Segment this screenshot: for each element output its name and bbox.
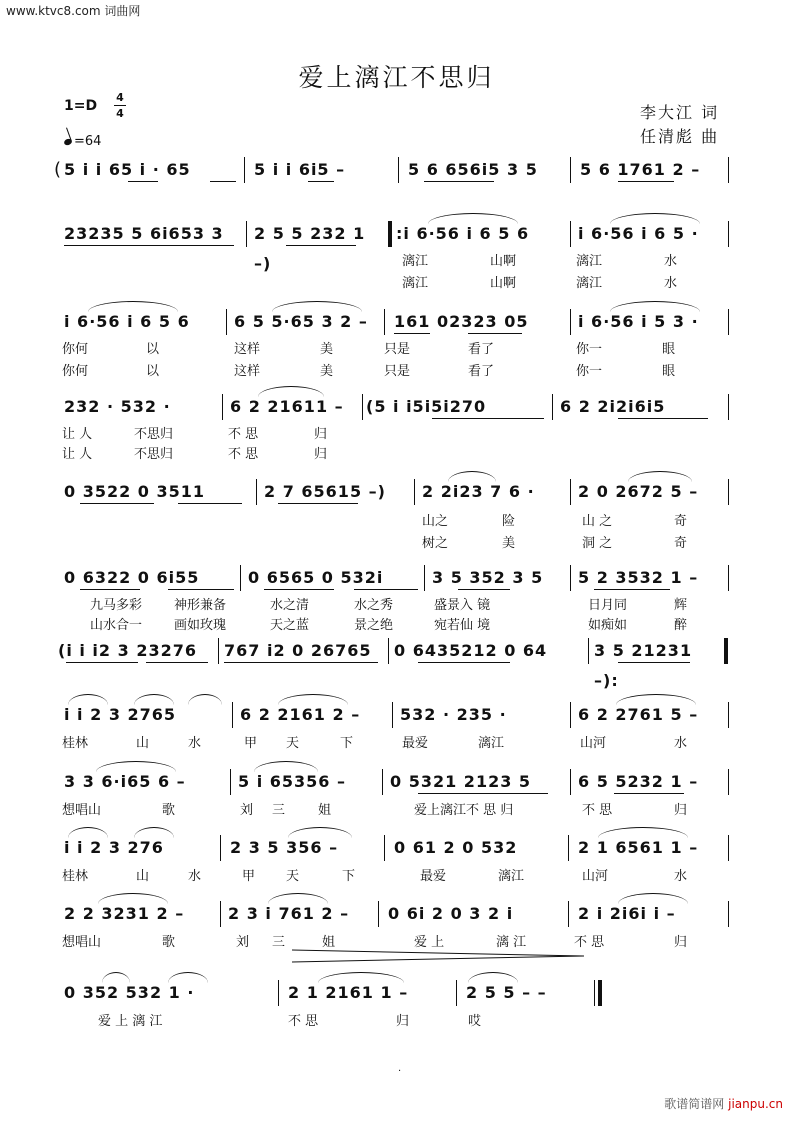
lyric-line: 你何 以 这样 美 只是 看了 你一 眼: [62, 342, 676, 357]
measure: 6 2 2761 5 –: [578, 705, 699, 724]
score-system-3: [58, 307, 730, 337]
quarter-note-icon: [63, 138, 73, 146]
lyric-line: 九马多彩 神形兼备 水之清 水之秀 盛景入 镜 日月同 辉: [90, 598, 688, 613]
score-system-7: [58, 636, 730, 690]
measure: 2 2i23 7 6 ·: [422, 482, 535, 501]
measure: 0 6435212 0 64: [394, 641, 548, 660]
footer-label: 歌谱简谱网: [664, 1097, 725, 1111]
lyric-line: 想唱山 歌 刘 三 姐 爱 上 漓 江 不 思 归: [62, 935, 688, 950]
measure: :i 6·56 i 6 5 6: [396, 224, 530, 243]
score-system-1: [54, 155, 730, 185]
measure: 0 352 532 1 ·: [64, 983, 195, 1002]
key-signature: 1=D: [64, 98, 98, 114]
score-system-11: [58, 899, 730, 929]
measure: i 6·56 i 5 3 ·: [578, 312, 699, 331]
measure: 23235 5 6i653 3: [64, 224, 224, 243]
measure: (5 i i5i5i270: [366, 397, 487, 416]
measure: 3 5 352 3 5: [432, 568, 544, 587]
measure: 767 i2 0 26765: [224, 641, 372, 660]
score-system-6: [58, 563, 730, 593]
measure: 2 5 5 232 1 –): [254, 224, 366, 273]
score-system-9: [58, 767, 730, 797]
score-system-4: [58, 392, 730, 422]
lyric-line: 山水合一 画如玫瑰 天之蓝 景之绝 宛若仙 境 如痴如 醉: [90, 618, 688, 633]
lyric-line: 桂林 山 水 甲 天 下 最爱 漓江 山河 水: [62, 736, 688, 751]
measure: 6 2 2161 2 –: [240, 705, 361, 724]
measure: 3 3 6·i65 6 –: [64, 772, 186, 791]
song-title: 爱上漓江不思归: [298, 63, 495, 92]
measure: 6 5 5·65 3 2 –: [234, 312, 368, 331]
measure: 2 0 2672 5 –: [578, 482, 699, 501]
lyric-line: 山之 险 山 之 奇: [422, 514, 688, 529]
measure: 6 5 5232 1 –: [578, 772, 699, 791]
lyric-line: 爱 上 漓 江 不 思 归 哎: [98, 1014, 482, 1029]
measure: 5 2 3532 1 –: [578, 568, 699, 587]
score-system-10: [58, 833, 730, 863]
footer-site: jianpu.cn: [728, 1097, 783, 1111]
score-system-5: [58, 477, 730, 507]
lyric-line: 漓江 山啊 漓江 水: [402, 254, 678, 269]
measure: 232 · 532 ·: [64, 397, 171, 416]
measure: 5 i 65356 –: [238, 772, 346, 791]
measure: 5 6 1761 2 –: [580, 160, 701, 179]
measure: 0 61 2 0 532: [394, 838, 518, 857]
measure: 5 i i 65 i · 65: [64, 160, 191, 179]
decorative-dot: ·: [398, 1066, 402, 1077]
time-signature-bottom: 4: [116, 107, 124, 120]
measure: 6 2 2i2i6i5: [560, 397, 666, 416]
decrescendo-hairpin: [292, 948, 584, 964]
measure: 532 · 235 ·: [400, 705, 507, 724]
measure: 3 5 21231 –):: [594, 641, 693, 690]
measure: 2 7 65615 –): [264, 482, 386, 501]
lyricist-credit: 李大江 词: [640, 103, 720, 122]
measure: 2 5 5 – –: [466, 983, 547, 1002]
measure: 2 3 5 356 –: [230, 838, 339, 857]
tempo-marking: =64: [64, 134, 101, 149]
measure: 2 3 i 761 2 –: [228, 904, 350, 923]
measure: 2 i 2i6i i –: [578, 904, 676, 923]
lyric-line: 想唱山 歌 刘 三 姐 爱上漓江不 思 归 不 思 归: [62, 803, 688, 818]
measure: 2 1 6561 1 –: [578, 838, 699, 857]
measure: 5 i i 6i5 –: [254, 160, 346, 179]
measure: i i 2 3 276: [64, 838, 164, 857]
measure: 0 5321 2123 5: [390, 772, 532, 791]
measure: 0 3522 0 3511: [64, 482, 206, 501]
time-signature-top: 4: [116, 91, 124, 104]
measure: i 6·56 i 6 5 6: [64, 312, 190, 331]
composer-credit: 任清彪 曲: [640, 127, 720, 146]
lyric-line: 让 人 不思归 不 思 归: [62, 427, 328, 442]
footer-watermark: [664, 1095, 783, 1112]
lyric-line: 桂林 山 水 甲 天 下 最爱 漓江 山河 水: [62, 869, 688, 884]
lyric-line: 你何 以 这样 美 只是 看了 你一 眼: [62, 364, 676, 379]
lyric-line: 漓江 山啊 漓江 水: [402, 276, 678, 291]
measure: 161 02323 05: [394, 312, 529, 331]
measure: 2 2 3231 2 –: [64, 904, 185, 923]
lyric-line: 树之 美 洞 之 奇: [422, 536, 688, 551]
measure: (i i i2 3 23276: [58, 641, 197, 660]
measure: 0 6565 0 532i: [248, 568, 384, 587]
measure: i i 2 3 2765: [64, 705, 177, 724]
measure: 5 6 656i5 3 5: [408, 160, 538, 179]
lyric-line: 让 人 不思归 不 思 归: [62, 447, 328, 462]
measure: 2 1 2161 1 –: [288, 983, 409, 1002]
score-system-8: [58, 700, 730, 730]
time-signature: [114, 91, 126, 120]
measure: 0 6322 0 6i55: [64, 568, 200, 587]
measure: 0 6i 2 0 3 2 i: [388, 904, 514, 923]
score-system-12: [58, 978, 730, 1008]
watermark-top: www.ktvc8.com 词曲网: [6, 4, 141, 18]
measure: 6 2 21611 –: [230, 397, 344, 416]
open-paren: (: [54, 159, 62, 180]
measure: i 6·56 i 6 5 ·: [578, 224, 699, 243]
